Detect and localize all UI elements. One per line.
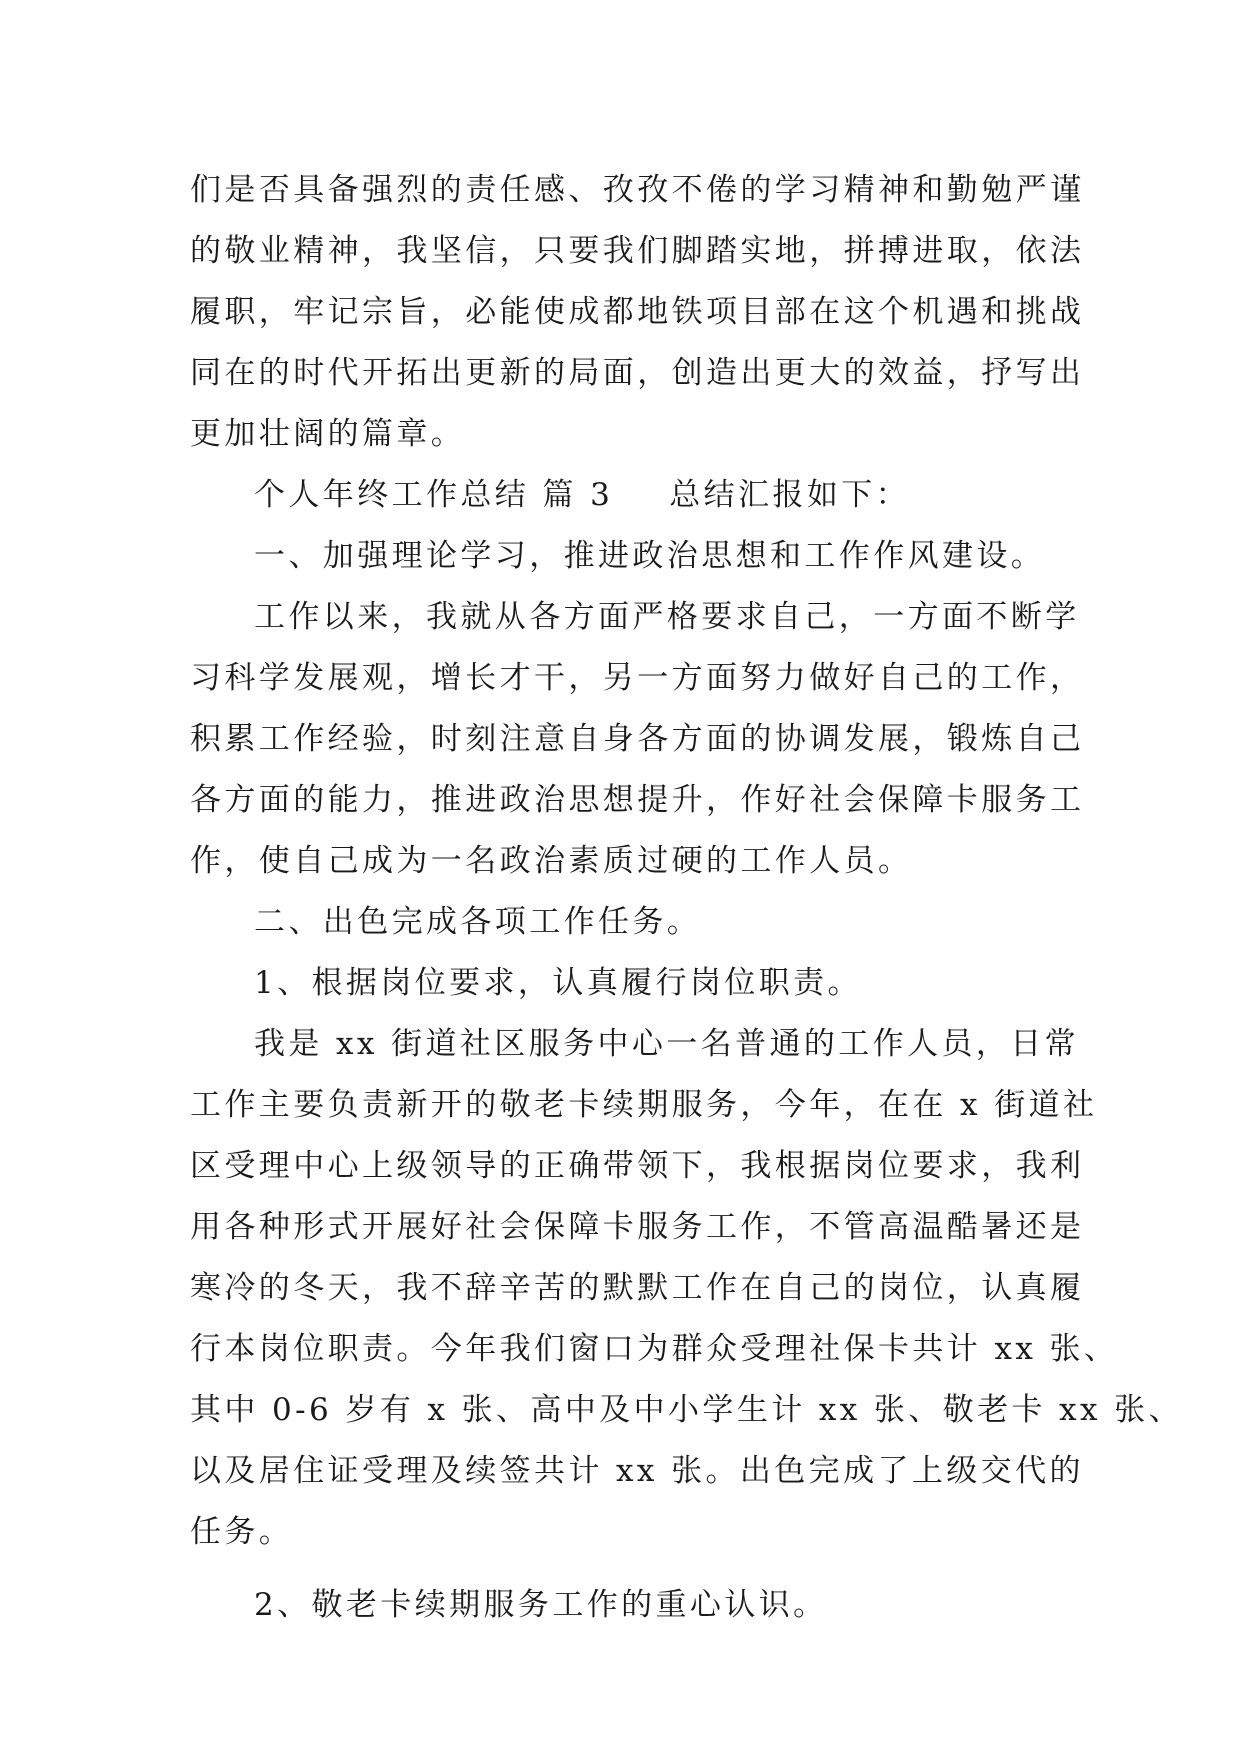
subheading-2: 2、敬老卡续期服务工作的重心认识。 — [254, 1587, 828, 1623]
paragraph-line: 其中 0-6 岁有 x 张、高中及中小学生计 xx 张、敬老卡 xx 张、 — [190, 1392, 1183, 1428]
paragraph-line: 工作主要负责新开的敬老卡续期服务，今年，在在 x 街道社 — [190, 1087, 1098, 1123]
text-line: 履职，牢记宗旨，必能使成都地铁项目部在这个机遇和挑战 — [190, 294, 1085, 330]
text-line: 更加壮阔的篇章。 — [190, 416, 466, 452]
paragraph-line: 区受理中心上级领导的正确带领下，我根据岗位要求，我利 — [190, 1148, 1085, 1184]
paragraph-line: 积累工作经验，时刻注意自身各方面的协调发展，锻炼自己 — [190, 721, 1085, 757]
text-line: 们是否具备强烈的责任感、孜孜不倦的学习精神和勤勉严谨 — [190, 172, 1085, 208]
paragraph-line: 习科学发展观，增长才干，另一方面努力做好自己的工作， — [190, 660, 1085, 696]
document-body — [190, 160, 1183, 1636]
text-line: 同在的时代开拓出更新的局面，创造出更大的效益，抒写出 — [190, 355, 1085, 391]
paragraph-line: 我是 xx 街道社区服务中心一名普通的工作人员，日常 — [254, 1026, 1080, 1062]
paragraph-line: 寒冷的冬天，我不辞辛苦的默默工作在自己的岗位，认真履 — [190, 1270, 1085, 1306]
paragraph-line: 各方面的能力，推进政治思想提升，作好社会保障卡服务工 — [190, 782, 1085, 818]
paragraph-line: 任务。 — [190, 1514, 294, 1550]
section-intro: 总结汇报如下： — [669, 477, 911, 513]
section-title: 个人年终工作总结 篇 3 — [254, 477, 614, 513]
paragraph-line: 以及居住证受理及续签共计 xx 张。出色完成了上级交代的 — [190, 1453, 1084, 1489]
paragraph-line: 用各种形式开展好社会保障卡服务工作，不管高温酷暑还是 — [190, 1209, 1085, 1245]
paragraph-line: 作，使自己成为一名政治素质过硬的工作人员。 — [190, 843, 913, 879]
heading-1: 一、加强理论学习，推进政治思想和工作作风建设。 — [254, 538, 1046, 574]
section-title-line — [190, 465, 1070, 526]
paragraph-line: 行本岗位职责。今年我们窗口为群众受理社保卡共计 xx 张、 — [190, 1331, 1119, 1367]
subheading-1: 1、根据岗位要求，认真履行岗位职责。 — [254, 965, 862, 1001]
heading-2: 二、出色完成各项工作任务。 — [254, 904, 702, 940]
text-line: 的敬业精神，我坚信，只要我们脚踏实地，拼搏进取，依法 — [190, 233, 1085, 269]
paragraph-line: 工作以来，我就从各方面严格要求自己，一方面不断学 — [254, 599, 1080, 635]
